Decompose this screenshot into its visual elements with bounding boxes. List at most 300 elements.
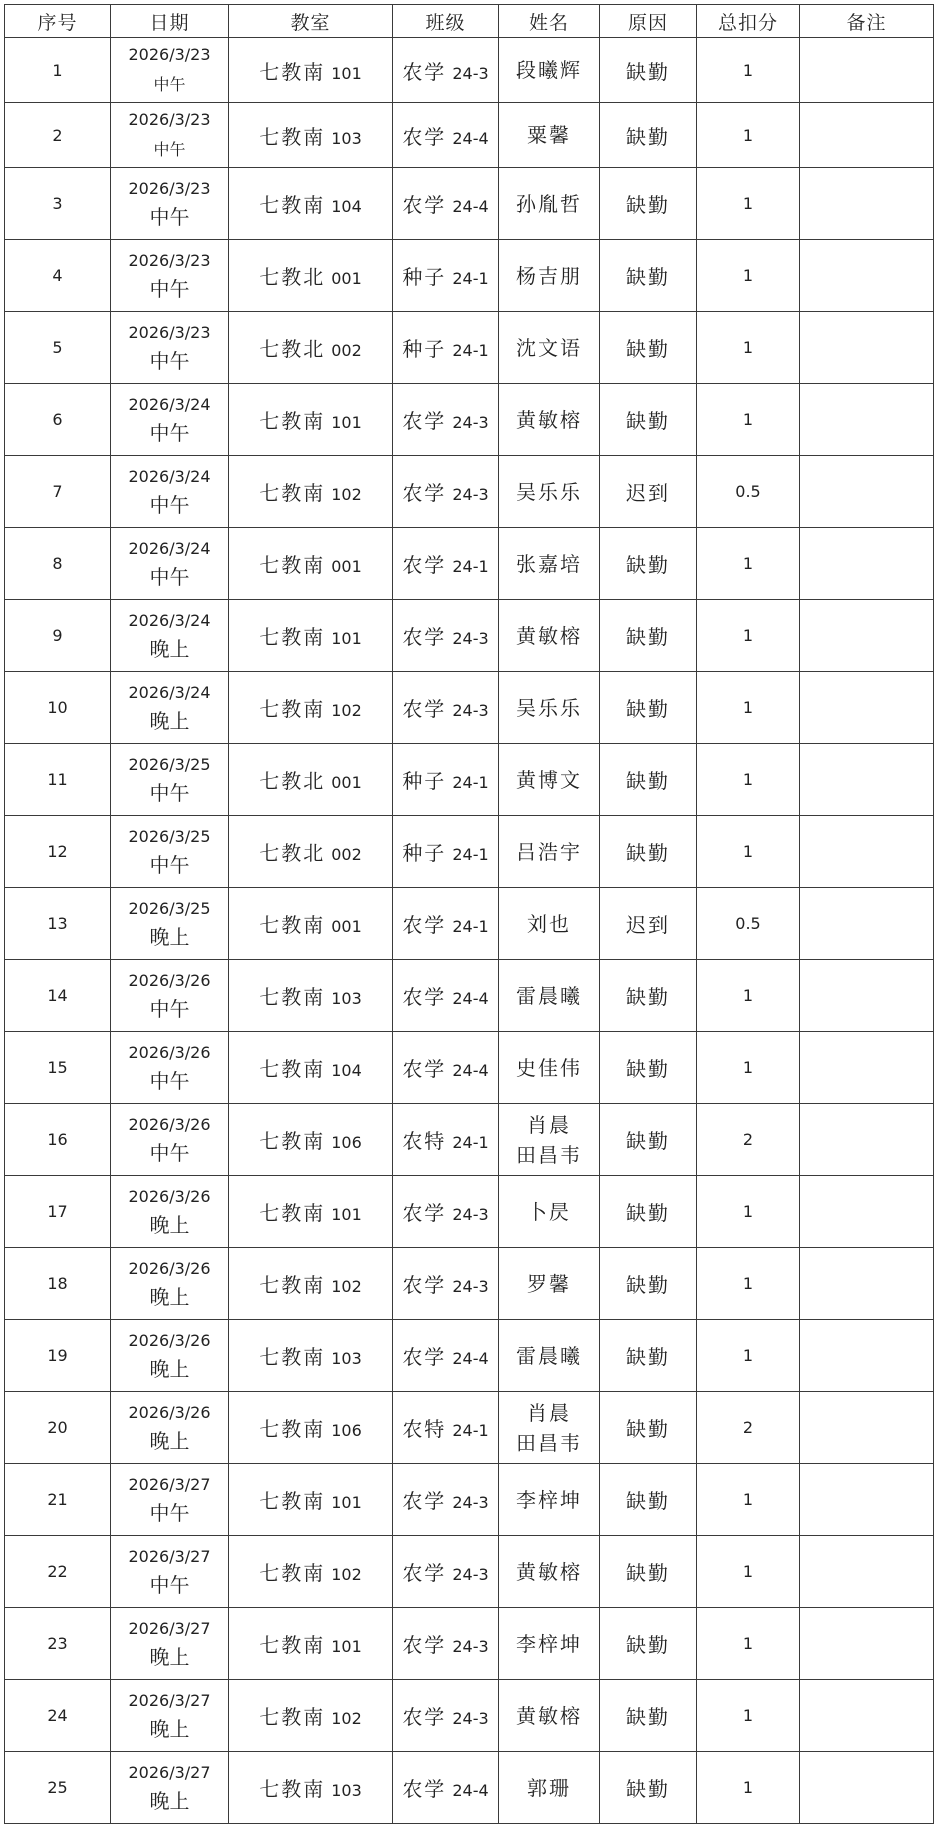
cell-score: 1: [697, 1248, 800, 1320]
cell-name-person: 雷晨曦: [516, 983, 582, 1008]
cell-reason: 缺勤: [600, 600, 697, 672]
cell-room: [229, 312, 393, 384]
cell-no: 14: [5, 960, 111, 1032]
cell-name-person: 杨吉朋: [516, 263, 582, 288]
table-row: [5, 888, 934, 960]
cell-name-person: 雷晨曦: [516, 1343, 582, 1368]
cell-no: 9: [5, 600, 111, 672]
cell-class: [393, 816, 499, 888]
cell-no: 25: [5, 1752, 111, 1824]
cell-score: 1: [697, 240, 800, 312]
cell-date-day: 2026/3/24: [128, 538, 211, 558]
table-row: [5, 600, 934, 672]
cell-name-person: 段曦辉: [516, 58, 582, 82]
cell-name: [499, 1248, 600, 1320]
cell-room-building: 七教南: [259, 553, 326, 577]
cell-class: [393, 312, 499, 384]
cell-no: 5: [5, 312, 111, 384]
cell-date-time: 中午: [149, 276, 190, 301]
cell-room: [229, 1608, 393, 1680]
cell-class-major: 农学: [402, 124, 447, 149]
cell-note: [800, 960, 934, 1032]
cell-room: [229, 103, 393, 168]
cell-class-major: 农学: [402, 985, 447, 1009]
cell-room-number: 002: [331, 845, 362, 864]
cell-reason: 缺勤: [600, 1248, 697, 1320]
cell-date-time: 晚上: [149, 1212, 190, 1237]
table-row: [5, 1536, 934, 1608]
cell-room-number: 101: [331, 413, 362, 432]
cell-class-major: 种子: [402, 337, 447, 361]
cell-class-number: 24-4: [452, 1061, 489, 1080]
cell-class: [393, 1176, 499, 1248]
table-row: [5, 1248, 934, 1320]
cell-note: [800, 1752, 934, 1824]
cell-class-major: 农学: [402, 913, 447, 937]
cell-note: [800, 1176, 934, 1248]
cell-class-number: 24-1: [452, 773, 489, 792]
cell-class-number: 24-3: [452, 701, 489, 720]
cell-class-major: 种子: [402, 265, 447, 289]
cell-class-major: 农学: [402, 1057, 447, 1081]
cell-room: [229, 456, 393, 528]
cell-class-number: 24-3: [452, 1637, 489, 1656]
cell-date-time: 中午: [149, 780, 190, 805]
cell-date-time: 中午: [149, 1572, 190, 1597]
cell-date-day: 2026/3/23 中午: [128, 45, 211, 94]
cell-room-number: 104: [331, 1061, 362, 1080]
cell-class-major: 农学: [402, 1273, 447, 1297]
cell-date-day: 2026/3/24: [128, 466, 211, 486]
cell-name: [499, 1752, 600, 1824]
cell-name-person: 黄敏榕: [516, 623, 582, 648]
cell-room-building: 七教南: [259, 1417, 326, 1441]
cell-room-number: 103: [331, 1349, 362, 1368]
cell-name: [499, 960, 600, 1032]
cell-class: [393, 1536, 499, 1608]
cell-class-number: 24-3: [452, 1565, 489, 1584]
cell-date-time: 中午: [149, 348, 190, 373]
cell-date-time: 晚上: [149, 1428, 190, 1453]
cell-reason: 缺勤: [600, 1320, 697, 1392]
cell-date-day: 2026/3/26: [128, 970, 211, 990]
header-cell-name: 姓名: [499, 5, 600, 38]
cell-score: 1: [697, 744, 800, 816]
cell-reason: 缺勤: [600, 528, 697, 600]
cell-date-time: 中午: [149, 204, 190, 229]
cell-room-building: 七教北: [259, 337, 326, 361]
cell-room: [229, 744, 393, 816]
cell-class-number: 24-4: [452, 1349, 489, 1368]
cell-reason: 迟到: [600, 888, 697, 960]
cell-score: 1: [697, 168, 800, 240]
cell-reason: 迟到: [600, 456, 697, 528]
table-row: [5, 1392, 934, 1464]
cell-class: [393, 528, 499, 600]
cell-room-number: 103: [331, 1781, 362, 1800]
cell-score: 0.5: [697, 888, 800, 960]
cell-room-building: 七教南: [259, 1057, 326, 1081]
cell-class: [393, 456, 499, 528]
cell-name-person: 李梓坤: [516, 1487, 582, 1512]
cell-note: [800, 456, 934, 528]
cell-class: [393, 1248, 499, 1320]
cell-room: [229, 1320, 393, 1392]
cell-name-person: 粟馨: [527, 123, 571, 147]
cell-name: [499, 744, 600, 816]
cell-name: [499, 240, 600, 312]
cell-room-number: 103: [331, 128, 362, 148]
cell-reason: 缺勤: [600, 1752, 697, 1824]
cell-class-major: 农学: [402, 1705, 447, 1729]
cell-class: [393, 103, 499, 168]
cell-class-major: 农学: [402, 1489, 447, 1513]
table-body: [5, 38, 934, 1824]
cell-note: [800, 672, 934, 744]
cell-reason: 缺勤: [600, 1104, 697, 1176]
cell-note: [800, 744, 934, 816]
cell-class: [393, 240, 499, 312]
cell-class: [393, 672, 499, 744]
cell-class: [393, 600, 499, 672]
cell-class-major: 种子: [402, 769, 447, 793]
cell-class: [393, 1032, 499, 1104]
cell-note: [800, 312, 934, 384]
cell-date: [111, 1248, 229, 1320]
cell-name-person: 肖晨: [527, 1112, 571, 1137]
cell-class: [393, 1104, 499, 1176]
cell-date: [111, 600, 229, 672]
cell-date-time: 晚上: [149, 1788, 190, 1813]
cell-room-number: 101: [331, 1637, 362, 1656]
cell-score: 1: [697, 1176, 800, 1248]
cell-name: [499, 816, 600, 888]
cell-class-major: 农学: [402, 59, 447, 84]
cell-name: [499, 1464, 600, 1536]
cell-date-day: 2026/3/26: [128, 1330, 211, 1350]
cell-class: [393, 1464, 499, 1536]
cell-class-number: 24-3: [452, 1493, 489, 1512]
cell-no: 11: [5, 744, 111, 816]
cell-name: [499, 103, 600, 168]
cell-date-day: 2026/3/23: [128, 322, 211, 342]
cell-class: [393, 38, 499, 103]
cell-name: [499, 1320, 600, 1392]
cell-date: [111, 312, 229, 384]
cell-date-day: 2026/3/23: [128, 250, 211, 270]
cell-note: [800, 103, 934, 168]
cell-class-number: 24-4: [452, 1781, 489, 1800]
cell-date: [111, 384, 229, 456]
cell-room: [229, 240, 393, 312]
cell-date-time: 中午: [149, 852, 190, 877]
cell-name: [499, 1680, 600, 1752]
cell-name: [499, 1176, 600, 1248]
cell-room-building: 七教南: [259, 985, 326, 1009]
cell-date: [111, 1032, 229, 1104]
cell-score: 1: [697, 384, 800, 456]
cell-date: [111, 1464, 229, 1536]
cell-note: [800, 240, 934, 312]
cell-room: [229, 528, 393, 600]
cell-reason: 缺勤: [600, 672, 697, 744]
cell-no: 17: [5, 1176, 111, 1248]
cell-class: [393, 744, 499, 816]
cell-no: 18: [5, 1248, 111, 1320]
cell-score: 1: [697, 528, 800, 600]
cell-date-time: 晚上: [149, 1716, 190, 1741]
cell-date-day: 2026/3/23: [128, 178, 211, 198]
cell-room-number: 101: [331, 629, 362, 648]
cell-room-building: 七教南: [259, 1201, 326, 1225]
cell-score: 1: [697, 960, 800, 1032]
cell-reason: 缺勤: [600, 312, 697, 384]
cell-name-person: 肖晨: [527, 1400, 571, 1425]
cell-room-building: 七教北: [259, 841, 326, 865]
table-row: [5, 1680, 934, 1752]
cell-reason: 缺勤: [600, 38, 697, 103]
cell-class: [393, 1320, 499, 1392]
cell-room-building: 七教北: [259, 769, 326, 793]
cell-no: 22: [5, 1536, 111, 1608]
cell-note: [800, 1464, 934, 1536]
table-row: [5, 1464, 934, 1536]
cell-note: [800, 1680, 934, 1752]
header-cell-room: 教室: [229, 5, 393, 38]
cell-no: 13: [5, 888, 111, 960]
cell-class-major: 种子: [402, 841, 447, 865]
cell-reason: 缺勤: [600, 816, 697, 888]
cell-name-person: 田昌韦: [516, 1142, 582, 1167]
cell-room: [229, 1392, 393, 1464]
cell-date-time: 中午: [149, 1140, 190, 1165]
header-row: [5, 5, 934, 38]
cell-room-building: 七教南: [259, 913, 326, 937]
header-cell-no: 序号: [5, 5, 111, 38]
cell-class-number: 24-3: [452, 63, 489, 83]
table-row: [5, 168, 934, 240]
cell-room-number: 101: [331, 63, 362, 83]
table-row: [5, 960, 934, 1032]
cell-room: [229, 1176, 393, 1248]
cell-room-building: 七教南: [259, 1489, 326, 1513]
cell-name: [499, 1032, 600, 1104]
table-row: [5, 672, 934, 744]
cell-class-major: 农学: [402, 1345, 447, 1369]
cell-class-number: 24-1: [452, 341, 489, 360]
cell-date-day: 2026/3/25: [128, 826, 211, 846]
cell-no: 20: [5, 1392, 111, 1464]
cell-name: [499, 672, 600, 744]
table-row: [5, 384, 934, 456]
cell-room: [229, 1680, 393, 1752]
cell-class-number: 24-3: [452, 1205, 489, 1224]
cell-date: [111, 240, 229, 312]
header-cell-class: 班级: [393, 5, 499, 38]
cell-class-number: 24-1: [452, 269, 489, 288]
table-row: [5, 1104, 934, 1176]
table-row: [5, 528, 934, 600]
cell-class-number: 24-3: [452, 1277, 489, 1296]
cell-class-number: 24-1: [452, 845, 489, 864]
cell-date-time: 中午: [149, 420, 190, 445]
cell-class-number: 24-1: [452, 1133, 489, 1152]
cell-no: 10: [5, 672, 111, 744]
cell-date-day: 2026/3/25: [128, 754, 211, 774]
cell-class-number: 24-4: [452, 989, 489, 1008]
cell-name: [499, 38, 600, 103]
table-row: [5, 744, 934, 816]
cell-date-time: 晚上: [149, 924, 190, 949]
cell-note: [800, 528, 934, 600]
cell-class-major: 农学: [402, 625, 447, 649]
cell-score: 1: [697, 672, 800, 744]
cell-name-person: 吴乐乐: [516, 695, 582, 720]
cell-date-day: 2026/3/24: [128, 394, 211, 414]
cell-name-person: 卜昃: [527, 1199, 571, 1224]
cell-score: 1: [697, 103, 800, 168]
cell-room-number: 102: [331, 1277, 362, 1296]
cell-no: 4: [5, 240, 111, 312]
cell-room-number: 001: [331, 269, 362, 288]
cell-name-person: 黄敏榕: [516, 407, 582, 432]
cell-class-major: 农特: [402, 1417, 447, 1441]
cell-score: 1: [697, 816, 800, 888]
cell-room-building: 七教南: [259, 124, 326, 149]
cell-score: 1: [697, 1680, 800, 1752]
cell-class: [393, 1752, 499, 1824]
cell-class-number: 24-3: [452, 1709, 489, 1728]
cell-no: 2: [5, 103, 111, 168]
cell-room-building: 七教南: [259, 59, 326, 84]
cell-room: [229, 672, 393, 744]
cell-no: 3: [5, 168, 111, 240]
header-cell-score: 总扣分: [697, 5, 800, 38]
cell-date-time: 中午: [149, 996, 190, 1021]
table-row: [5, 1032, 934, 1104]
cell-name-person: 黄博文: [516, 767, 582, 792]
cell-date-time: 晚上: [149, 708, 190, 733]
cell-name: [499, 168, 600, 240]
table-row: [5, 1176, 934, 1248]
cell-room-number: 104: [331, 197, 362, 216]
cell-class-major: 农学: [402, 1777, 447, 1801]
cell-reason: 缺勤: [600, 1392, 697, 1464]
cell-note: [800, 1104, 934, 1176]
cell-class-number: 24-4: [452, 197, 489, 216]
cell-name-person: 史佳伟: [516, 1055, 582, 1080]
cell-reason: 缺勤: [600, 960, 697, 1032]
cell-date: [111, 456, 229, 528]
cell-note: [800, 1320, 934, 1392]
cell-room-number: 106: [331, 1133, 362, 1152]
table-row: [5, 1320, 934, 1392]
cell-room-building: 七教南: [259, 193, 326, 217]
cell-room-number: 101: [331, 1205, 362, 1224]
header-cell-note: 备注: [800, 5, 934, 38]
cell-note: [800, 1248, 934, 1320]
cell-reason: 缺勤: [600, 1464, 697, 1536]
cell-name-person: 沈文语: [516, 335, 582, 360]
cell-note: [800, 1608, 934, 1680]
cell-class: [393, 888, 499, 960]
cell-name-person: 刘也: [527, 911, 571, 936]
cell-date-day: 2026/3/26: [128, 1042, 211, 1062]
cell-room-building: 七教南: [259, 625, 326, 649]
cell-date: [111, 528, 229, 600]
cell-name: [499, 1536, 600, 1608]
cell-class-number: 24-3: [452, 413, 489, 432]
cell-reason: 缺勤: [600, 1608, 697, 1680]
cell-date: [111, 1320, 229, 1392]
cell-class-number: 24-1: [452, 1421, 489, 1440]
table-row: [5, 38, 934, 103]
cell-score: 1: [697, 1536, 800, 1608]
cell-date: [111, 1608, 229, 1680]
cell-room: [229, 816, 393, 888]
cell-room-building: 七教南: [259, 1345, 326, 1369]
cell-name: [499, 528, 600, 600]
cell-date-time: 晚上: [149, 636, 190, 661]
cell-date-time: 晚上: [149, 1284, 190, 1309]
cell-date-day: 2026/3/27: [128, 1762, 211, 1782]
cell-no: 6: [5, 384, 111, 456]
cell-no: 1: [5, 38, 111, 103]
cell-no: 23: [5, 1608, 111, 1680]
cell-reason: 缺勤: [600, 1680, 697, 1752]
cell-class-major: 农学: [402, 1561, 447, 1585]
cell-date-day: 2026/3/26: [128, 1402, 211, 1422]
cell-date-time: 中午: [149, 1500, 190, 1525]
cell-class: [393, 168, 499, 240]
cell-score: 1: [697, 1608, 800, 1680]
cell-class-major: 农学: [402, 481, 447, 505]
cell-date-day: 2026/3/27: [128, 1546, 211, 1566]
cell-name-person: 张嘉培: [516, 551, 582, 576]
cell-class-major: 农学: [402, 409, 447, 433]
cell-note: [800, 1032, 934, 1104]
cell-date: [111, 1104, 229, 1176]
cell-room: [229, 1248, 393, 1320]
cell-score: 1: [697, 38, 800, 103]
cell-class-major: 农学: [402, 193, 447, 217]
cell-room-number: 102: [331, 701, 362, 720]
table-row: [5, 1752, 934, 1824]
table-header: [5, 5, 934, 38]
cell-room-building: 七教南: [259, 1561, 326, 1585]
cell-score: 0.5: [697, 456, 800, 528]
cell-note: [800, 816, 934, 888]
attendance-table: [4, 4, 934, 1824]
cell-no: 12: [5, 816, 111, 888]
cell-class: [393, 384, 499, 456]
header-cell-reason: 原因: [600, 5, 697, 38]
cell-room-building: 七教南: [259, 697, 326, 721]
cell-class: [393, 1608, 499, 1680]
cell-no: 19: [5, 1320, 111, 1392]
cell-name-person: 黄敏榕: [516, 1559, 582, 1584]
cell-room: [229, 888, 393, 960]
cell-date-time: 中午: [149, 564, 190, 589]
cell-room-building: 七教南: [259, 1777, 326, 1801]
cell-room-number: 001: [331, 773, 362, 792]
cell-class: [393, 1392, 499, 1464]
cell-score: 1: [697, 1320, 800, 1392]
cell-date-day: 2026/3/24: [128, 610, 211, 630]
cell-date: [111, 744, 229, 816]
cell-class-major: 农学: [402, 697, 447, 721]
cell-room: [229, 1032, 393, 1104]
